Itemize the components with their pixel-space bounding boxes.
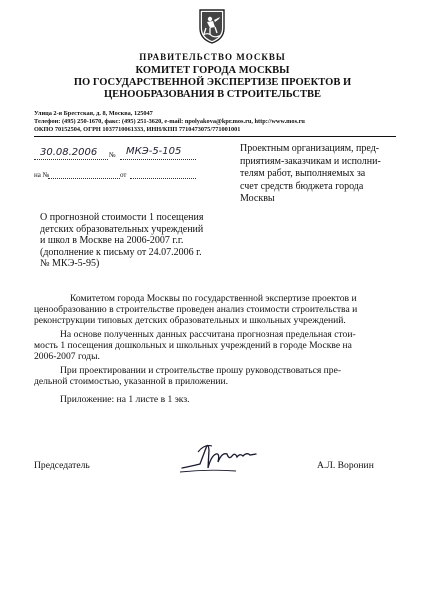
signer-name: А.Л. Воронин bbox=[317, 460, 374, 471]
number-underline bbox=[120, 159, 196, 160]
date-underline bbox=[34, 159, 108, 160]
contacts-line: Телефон: (495) 250-1670, факс: (495) 251-3620, e-mail: npolyakova@kpr.mos.ru, http://www.mos.ru bbox=[34, 118, 305, 125]
letter-body bbox=[34, 293, 396, 387]
addressee-line: счет средств бюджета города bbox=[240, 180, 364, 192]
body-line: Комитетом города Москвы по государственной экспертизе проектов и bbox=[70, 293, 357, 304]
subject-line: № МКЭ-5-95) bbox=[40, 258, 100, 269]
addressee-line: Москвы bbox=[240, 193, 275, 204]
body-paragraph-1 bbox=[34, 293, 396, 326]
addressee bbox=[240, 143, 400, 206]
addressee-line: телям работ, выполняемых за bbox=[240, 168, 366, 179]
committee-title-line-3: ЦЕНООБРАЗОВАНИЯ В СТРОИТЕЛЬСТВЕ bbox=[103, 89, 322, 100]
letter-date: 30.08.2006 bbox=[40, 147, 98, 158]
addressee-line: приятиям-заказчикам и исполни- bbox=[240, 155, 381, 167]
moscow-coat-of-arms-icon bbox=[198, 8, 226, 44]
reference-number-line bbox=[48, 178, 120, 179]
reference-date-line bbox=[130, 178, 196, 179]
body-paragraph-3 bbox=[34, 365, 396, 387]
body-line: реконструкции типовых детских образовательных и школьных учреждений. bbox=[34, 315, 346, 326]
body-line: дельной стоимостью, указанной в приложении. bbox=[34, 376, 229, 387]
number-prefix: № bbox=[109, 151, 116, 159]
subject-line: детских образовательных учреждений bbox=[40, 223, 204, 235]
handwritten-signature bbox=[178, 438, 260, 478]
address-line: Улица 2-я Брестская, д. 8, Москва, 125047 bbox=[34, 110, 153, 117]
committee-title-line-1: КОМИТЕТ ГОРОДА МОСКВЫ bbox=[135, 65, 290, 76]
subject-line: и школ в Москве на 2006-2007 г.г. bbox=[40, 235, 184, 246]
body-line: При проектировании и строительстве прошу руководствоваться пре- bbox=[60, 365, 342, 376]
body-line: На основе полученных данных рассчитана прогнозная предельная стои- bbox=[60, 329, 356, 340]
body-paragraph-2 bbox=[34, 329, 396, 362]
body-line: мость 1 посещения дошкольных и школьных учреждений в городе Москве на bbox=[34, 340, 352, 351]
header-divider bbox=[34, 136, 396, 137]
reference-date-label: от bbox=[120, 171, 127, 179]
body-line: ценообразованию в строительстве проведен анализ стоимости строительства и bbox=[34, 304, 358, 315]
body-line: 2006-2007 годы. bbox=[34, 351, 100, 362]
registration-ids-line: ОКПО 70152504, ОГРН 1037710061333, ИНН/КПП 7710473075/771001001 bbox=[34, 126, 241, 133]
committee-title-line-2: ПО ГОСУДАРСТВЕННОЙ ЭКСПЕРТИЗЕ ПРОЕКТОВ И bbox=[73, 77, 352, 88]
appendix-note: Приложение: на 1 листе в 1 экз. bbox=[60, 394, 190, 405]
subject-line: (дополнение к письму от 24.07.2006 г. bbox=[40, 246, 202, 258]
addressee-line: Проектным организациям, пред- bbox=[240, 143, 380, 154]
government-title: ПРАВИТЕЛЬСТВО МОСКВЫ bbox=[139, 52, 286, 62]
letter-number: МКЭ-5-105 bbox=[126, 146, 182, 157]
letter-subject bbox=[40, 212, 220, 270]
subject-line: О прогнозной стоимости 1 посещения bbox=[40, 212, 204, 223]
reference-number-label: на № bbox=[34, 171, 50, 179]
signer-position: Председатель bbox=[34, 460, 90, 471]
